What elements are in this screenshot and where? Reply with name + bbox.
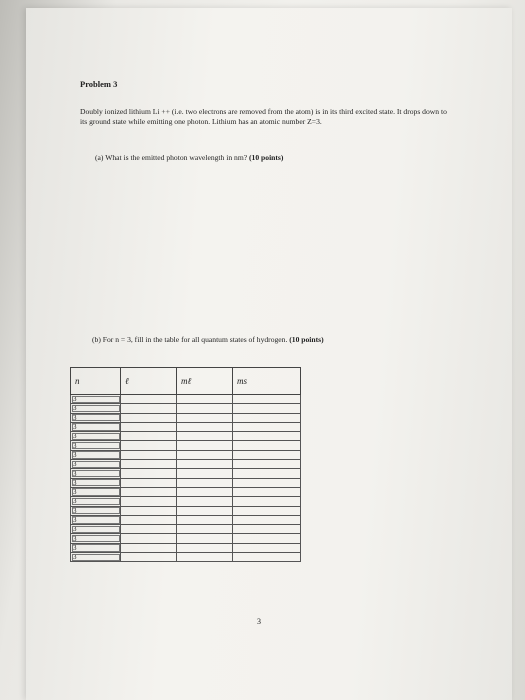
part-b-label: (b) For n = 3, fill in the table for all quantum states of hydrogen. [92, 335, 288, 344]
header-ms: ms [233, 368, 301, 395]
table-row [71, 450, 301, 459]
header-n: n [71, 368, 121, 395]
table-row [71, 553, 301, 562]
cell-ml[interactable] [177, 469, 233, 478]
part-a-points: (10 points) [249, 153, 284, 162]
cell-ms[interactable] [233, 534, 301, 543]
cell-ml[interactable] [177, 395, 233, 404]
cell-l[interactable] [121, 497, 177, 506]
cell-ms[interactable] [233, 413, 301, 422]
cell-ms[interactable] [233, 553, 301, 562]
table-row [71, 478, 301, 487]
cell-n: 3 [71, 543, 121, 552]
cell-ml[interactable] [177, 404, 233, 413]
cell-ml[interactable] [177, 534, 233, 543]
page-number: 3 [257, 617, 261, 626]
table-row [71, 487, 301, 496]
cell-l[interactable] [121, 515, 177, 524]
cell-l[interactable] [121, 478, 177, 487]
cell-l[interactable] [121, 534, 177, 543]
cell-ms[interactable] [233, 450, 301, 459]
cell-ml[interactable] [177, 478, 233, 487]
cell-n: 3 [71, 515, 121, 524]
cell-ms[interactable] [233, 441, 301, 450]
cell-n: 3 [71, 506, 121, 515]
table-row [71, 534, 301, 543]
cell-ms[interactable] [233, 404, 301, 413]
cell-n: 3 [71, 525, 121, 534]
cell-ms[interactable] [233, 460, 301, 469]
problem-title: Problem 3 [80, 79, 118, 89]
cell-ml[interactable] [177, 506, 233, 515]
table-header-row [71, 368, 301, 395]
cell-ms[interactable] [233, 515, 301, 524]
cell-n: 3 [71, 422, 121, 431]
cell-l[interactable] [121, 450, 177, 459]
cell-l[interactable] [121, 553, 177, 562]
table-row [71, 497, 301, 506]
table-row [71, 460, 301, 469]
cell-l[interactable] [121, 487, 177, 496]
part-b-points: (10 points) [289, 335, 324, 344]
cell-n: 3 [71, 441, 121, 450]
cell-l[interactable] [121, 469, 177, 478]
cell-ml[interactable] [177, 441, 233, 450]
cell-ml[interactable] [177, 432, 233, 441]
table-row [71, 404, 301, 413]
cell-l[interactable] [121, 413, 177, 422]
cell-n: 3 [71, 487, 121, 496]
cell-ml[interactable] [177, 515, 233, 524]
table-row [71, 469, 301, 478]
cell-l[interactable] [121, 422, 177, 431]
table-body [71, 395, 301, 562]
cell-ml[interactable] [177, 460, 233, 469]
quantum-states-table-wrapper [70, 367, 301, 562]
table-row [71, 441, 301, 450]
cell-n: 3 [71, 478, 121, 487]
table-row [71, 432, 301, 441]
cell-l[interactable] [121, 525, 177, 534]
cell-n: 3 [71, 534, 121, 543]
cell-ms[interactable] [233, 487, 301, 496]
table-row [71, 395, 301, 404]
part-a-label: (a) What is the emitted photon wavelength in nm? [95, 153, 248, 162]
cell-ml[interactable] [177, 497, 233, 506]
cell-l[interactable] [121, 506, 177, 515]
cell-n: 3 [71, 553, 121, 562]
cell-ml[interactable] [177, 553, 233, 562]
table-row [71, 525, 301, 534]
cell-l[interactable] [121, 432, 177, 441]
cell-ms[interactable] [233, 469, 301, 478]
cell-ms[interactable] [233, 506, 301, 515]
cell-ms[interactable] [233, 422, 301, 431]
table-row [71, 413, 301, 422]
table-row [71, 543, 301, 552]
cell-l[interactable] [121, 460, 177, 469]
table-row [71, 515, 301, 524]
cell-n: 3 [71, 432, 121, 441]
quantum-states-table [70, 367, 301, 562]
cell-ms[interactable] [233, 497, 301, 506]
cell-l[interactable] [121, 543, 177, 552]
header-l: ℓ [121, 368, 177, 395]
cell-ml[interactable] [177, 525, 233, 534]
cell-n: 3 [71, 460, 121, 469]
cell-ml[interactable] [177, 413, 233, 422]
header-ml: mℓ [177, 368, 233, 395]
cell-ms[interactable] [233, 478, 301, 487]
cell-n: 3 [71, 395, 121, 404]
table-row [71, 506, 301, 515]
cell-ml[interactable] [177, 450, 233, 459]
cell-ml[interactable] [177, 543, 233, 552]
cell-l[interactable] [121, 404, 177, 413]
cell-ms[interactable] [233, 395, 301, 404]
cell-n: 3 [71, 469, 121, 478]
part-a-question [95, 153, 283, 162]
cell-n: 3 [71, 450, 121, 459]
cell-ml[interactable] [177, 422, 233, 431]
cell-ms[interactable] [233, 543, 301, 552]
cell-ms[interactable] [233, 432, 301, 441]
cell-l[interactable] [121, 395, 177, 404]
part-b-question [92, 335, 324, 344]
cell-n: 3 [71, 497, 121, 506]
cell-n: 3 [71, 413, 121, 422]
cell-l[interactable] [121, 441, 177, 450]
cell-ml[interactable] [177, 487, 233, 496]
table-row [71, 422, 301, 431]
problem-intro-text: Doubly ionized lithium Li ++ (i.e. two electrons are removed from the atom) is in its third excited state. It drops down to its ground state while emitting one photon. Lithium has an atomic number Z=3. [80, 107, 447, 126]
cell-ms[interactable] [233, 525, 301, 534]
cell-n: 3 [71, 404, 121, 413]
